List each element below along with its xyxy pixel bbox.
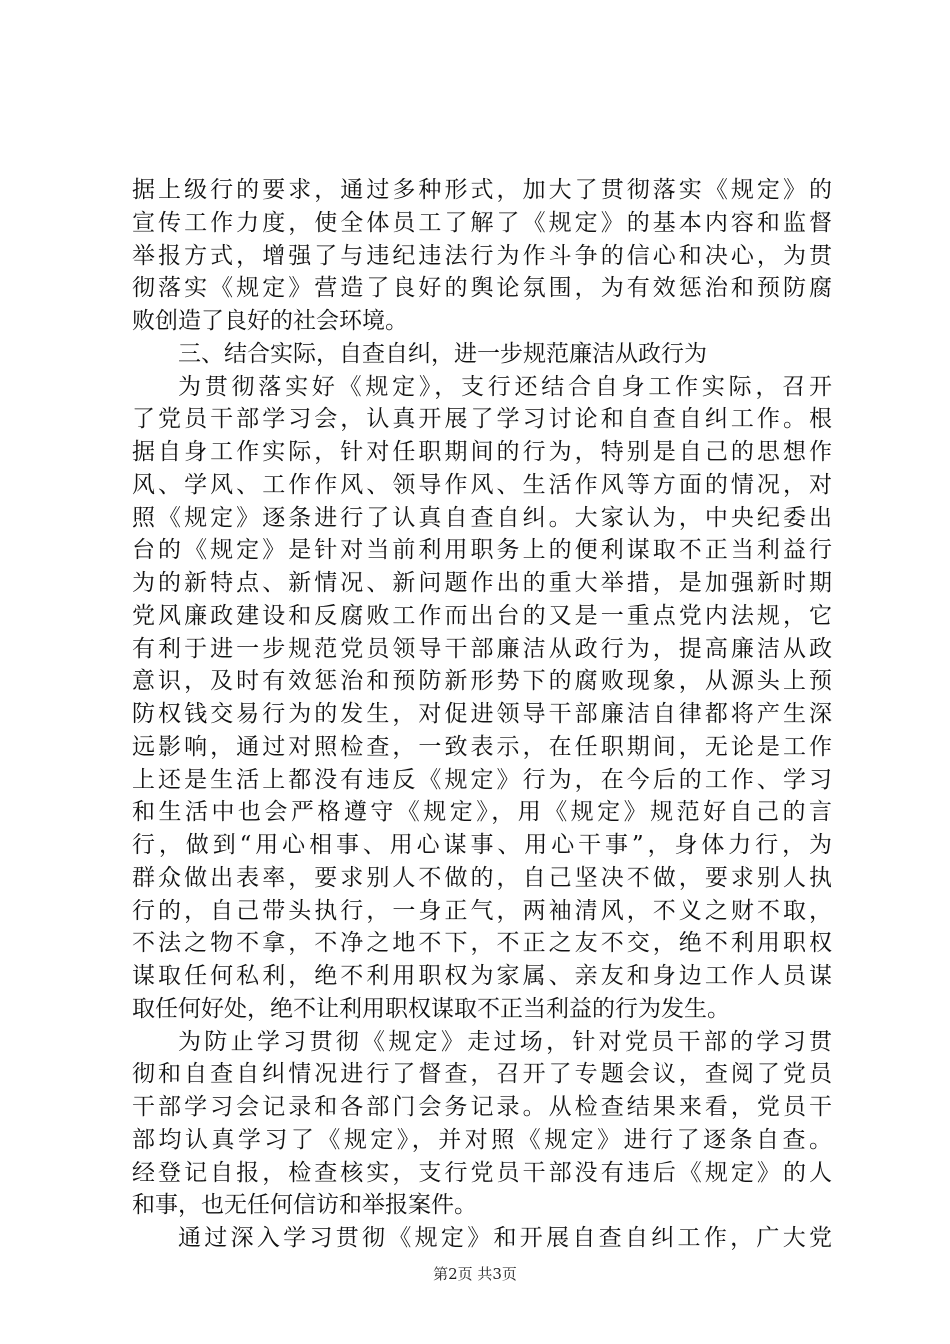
text-line: 经登记自报，检查核实，支行党员干部没有违后《规定》的人 — [132, 1159, 832, 1186]
text-line: 有利于进一步规范党员领导干部廉洁从政行为，提高廉洁从政 — [132, 635, 832, 662]
text-line: 行的，自己带头执行，一身正气，两袖清风，不义之财不取， — [132, 897, 832, 924]
document-body — [132, 174, 832, 1255]
text-line: 彻落实《规定》营造了良好的舆论氛围，为有效惩治和预防腐 — [132, 275, 832, 302]
text-line: 风、学风、工作作风、领导作风、生活作风等方面的情况，对 — [132, 471, 832, 498]
text-line: 部均认真学习了《规定》，并对照《规定》进行了逐条自查。 — [132, 1126, 832, 1153]
text-line: 意识，及时有效惩治和预防新形势下的腐败现象，从源头上预 — [132, 668, 832, 695]
text-line: 行，做到“用心相事、用心谋事、用心干事”，身体力行，为 — [132, 832, 832, 858]
text-line: 谋取任何私利，绝不利用职权为家属、亲友和身边工作人员谋 — [132, 963, 832, 989]
text-line: 照《规定》逐条进行了认真自查自纠。大家认为，中央纪委出 — [132, 504, 832, 531]
text-line: 了党员干部学习会，认真开展了学习讨论和自查自纠工作。根 — [132, 406, 832, 433]
text-line: 远影响，通过对照检查，一致表示，在任职期间，无论是工作 — [132, 733, 832, 760]
text-line: 据上级行的要求，通过多种形式，加大了贯彻落实《规定》的 — [132, 177, 832, 203]
text-line: 彻和自查自纠情况进行了督查，召开了专题会议，查阅了党员 — [132, 1061, 832, 1088]
text-line: 上还是生活上都没有违反《规定》行为，在今后的工作、学习 — [132, 766, 832, 793]
text-line: 举报方式，增强了与违纪违法行为作斗争的信心和决心，为贯 — [132, 242, 832, 269]
page-footer: 第2页 共3页 — [433, 1265, 517, 1283]
text-line: 据自身工作实际，针对任职期间的行为，特别是自己的思想作 — [132, 439, 832, 465]
text-line: 不法之物不拿，不净之地不下，不正之友不交，绝不利用职权 — [132, 930, 832, 957]
text-line: 为贯彻落实好《规定》，支行还结合自身工作实际，召开 — [178, 373, 832, 400]
text-line: 和事，也无任何信访和举报案件。 — [132, 1192, 477, 1219]
text-line: 败创造了良好的社会环境。 — [132, 308, 408, 334]
text-line: 为防止学习贯彻《规定》走过场，针对党员干部的学习贯 — [178, 1028, 832, 1055]
text-line: 通过深入学习贯彻《规定》和开展自查自纠工作，广大党 — [178, 1225, 832, 1251]
text-line: 取任何好处，绝不让利用职权谋取不正当利益的行为发生。 — [132, 995, 730, 1022]
text-line: 宣传工作力度，使全体员工了解了《规定》的基本内容和监督 — [132, 209, 832, 236]
text-line: 群众做出表率，要求别人不做的，自己坚决不做，要求别人执 — [132, 864, 832, 891]
text-line: 为的新特点、新情况、新问题作出的重大举措，是加强新时期 — [132, 570, 832, 596]
text-line: 和生活中也会严格遵守《规定》，用《规定》规范好自己的言 — [132, 799, 832, 826]
text-line: 三、结合实际，自查自纠，进一步规范廉洁从政行为 — [178, 340, 707, 367]
text-line: 防权钱交易行为的发生，对促进领导干部廉洁自律都将产生深 — [132, 701, 832, 727]
text-line: 干部学习会记录和各部门会务记录。从检查结果来看，党员干 — [132, 1094, 832, 1120]
text-line: 党风廉政建设和反腐败工作而出台的又是一重点党内法规，它 — [132, 602, 832, 629]
text-line: 台的《规定》是针对当前利用职务上的便利谋取不正当利益行 — [132, 537, 832, 564]
